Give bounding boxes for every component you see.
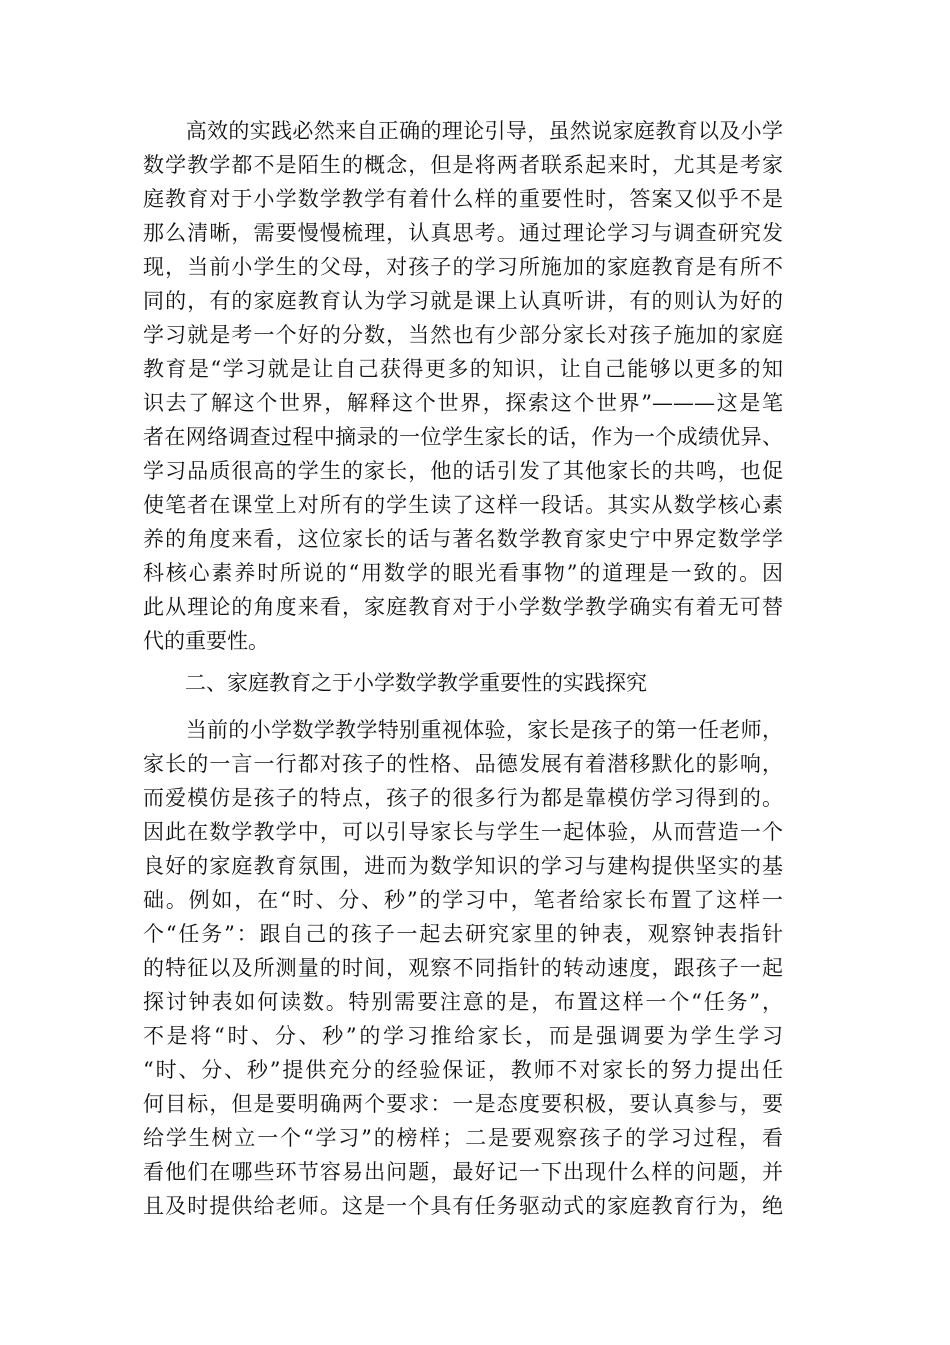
text-line: “时、分、秒”提供充分的经验保证，教师不对家长的努力提出任: [143, 1058, 783, 1082]
text-line: 不是将“时、分、秒”的学习推给家长，而是强调要为学生学习: [143, 1024, 783, 1048]
text-line: 学习品质很高的学生的家长，他的话引发了其他家长的共鸣，也促: [143, 459, 783, 483]
text-line: 那么清晰，需要慢慢梳理，认真思考。通过理论学习与调查研究发: [143, 221, 783, 245]
text-line: 而爱模仿是孩子的特点，孩子的很多行为都是靠模仿学习得到的。: [143, 786, 783, 810]
text-line: 良好的家庭教育氛围，进而为数学知识的学习与建构提供坚实的基: [143, 854, 783, 878]
text-line: 给学生树立一个“学习”的榜样；二是要观察孩子的学习过程，看: [143, 1126, 783, 1150]
text-line: 数学教学都不是陌生的概念，但是将两者联系起来时，尤其是考家: [143, 153, 783, 177]
text-line: 何目标，但是要明确两个要求：一是态度要积极，要认真参与，要: [143, 1092, 783, 1116]
text-line: 个“任务”：跟自己的孩子一起去研究家里的钟表，观察钟表指针: [143, 922, 783, 946]
section-heading: 二、家庭教育之于小学数学教学重要性的实践探究: [143, 671, 647, 695]
text-line: 且及时提供给老师。这是一个具有任务驱动式的家庭教育行为，绝: [143, 1194, 783, 1218]
text-line: 科核心素养时所说的“用数学的眼光看事物”的道理是一致的。因: [143, 561, 783, 585]
text-line: 高效的实践必然来自正确的理论引导，虽然说家庭教育以及小学: [143, 119, 783, 143]
text-line: 识去了解这个世界，解释这个世界，探索这个世界”———这是笔: [143, 391, 783, 415]
paragraph-practice: [143, 713, 783, 1223]
text-line: 当前的小学数学教学特别重视体验，家长是孩子的第一任老师，: [143, 718, 783, 742]
text-line: 看他们在哪些环节容易出问题，最好记一下出现什么样的问题，并: [143, 1160, 783, 1184]
text-line: 现，当前小学生的父母，对孩子的学习所施加的家庭教育是有所不: [143, 255, 783, 279]
text-line: 代的重要性。: [143, 629, 269, 653]
text-line: 的特征以及所测量的时间，观察不同指针的转动速度，跟孩子一起: [143, 956, 783, 980]
text-line: 教育是“学习就是让自己获得更多的知识，让自己能够以更多的知: [143, 357, 783, 381]
text-line: 同的，有的家庭教育认为学习就是课上认真听讲，有的则认为好的: [143, 289, 783, 313]
paragraph-theory: [143, 114, 783, 658]
text-line: 学习就是考一个好的分数，当然也有少部分家长对孩子施加的家庭: [143, 323, 783, 347]
text-line: 庭教育对于小学数学教学有着什么样的重要性时，答案又似乎不是: [143, 187, 783, 211]
text-line: 探讨钟表如何读数。特别需要注意的是，布置这样一个“任务”，: [143, 990, 783, 1014]
text-line: 因此在数学教学中，可以引导家长与学生一起体验，从而营造一个: [143, 820, 783, 844]
text-line: 此从理论的角度来看，家庭教育对于小学数学教学确实有着无可替: [143, 595, 783, 619]
text-line: 家长的一言一行都对孩子的性格、品德发展有着潜移默化的影响，: [143, 752, 783, 776]
text-line: 者在网络调查过程中摘录的一位学生家长的话，作为一个成绩优异、: [143, 425, 783, 449]
text-line: 础。例如，在“时、分、秒”的学习中，笔者给家长布置了这样一: [143, 888, 783, 912]
text-line: 使笔者在课堂上对所有的学生读了这样一段话。其实从数学核心素: [143, 493, 783, 517]
text-line: 养的角度来看，这位家长的话与著名数学教育家史宁中界定数学学: [143, 527, 783, 551]
